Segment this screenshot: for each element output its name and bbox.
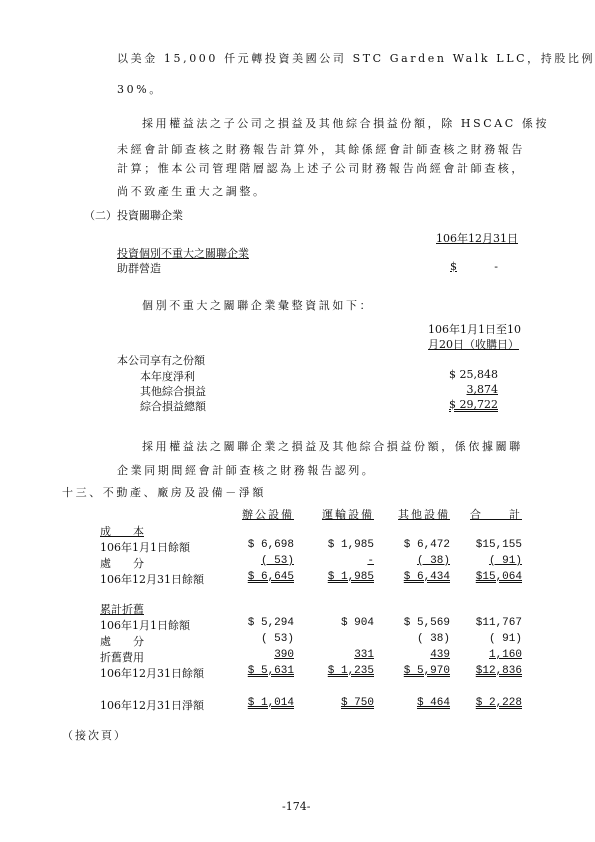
ppe-cell: ( 91) xyxy=(488,633,522,645)
ppe-cost-heading: 成 本 xyxy=(100,525,144,538)
ppe-heading: 十三、不動產、廠房及設備－淨額 xyxy=(62,486,266,499)
ppe-cell: $15,155 xyxy=(475,539,522,551)
assoc-item-value: - xyxy=(494,260,498,273)
assoc-summary-intro: 個別不重大之關聯企業彙整資訊如下： xyxy=(142,299,374,312)
ppe-column-header: 辦公設備 xyxy=(242,508,294,521)
ppe-net-label: 106年12月31日淨額 xyxy=(100,699,204,712)
ppe-cell: 1,160 xyxy=(488,649,522,661)
ppe-cell: ( 38) xyxy=(416,633,450,645)
intro-line-4: 未經會計師查核之財務報告計算外，其餘係經會計師查核之財務報告 xyxy=(117,143,525,156)
ppe-row-label: 106年12月31日餘額 xyxy=(100,667,204,680)
ppe-net-cell: $ 464 xyxy=(416,697,450,709)
ppe-cell: 439 xyxy=(430,649,450,661)
ppe-row-label: 106年1月1日餘額 xyxy=(100,541,190,554)
assoc-row-label: 其他綜合損益 xyxy=(140,385,206,398)
ppe-cell: $ 1,235 xyxy=(327,665,374,677)
ppe-cell: ( 53) xyxy=(260,633,294,645)
ppe-dep-heading: 累計折舊 xyxy=(100,603,144,616)
ppe-cell: $ 5,294 xyxy=(247,617,294,629)
ppe-cell: $12,836 xyxy=(475,665,522,677)
ppe-cell: $ 1,985 xyxy=(327,571,374,583)
intro-line-3: 採用權益法之子公司之損益及其他綜合損益份額，除 HSCAC 係按 xyxy=(142,117,550,130)
assoc-note-line-1: 採用權益法之關聯企業之損益及其他綜合損益份額，係依據關聯 xyxy=(142,440,523,453)
ppe-row-label: 處 分 xyxy=(100,557,144,570)
ppe-row-label: 106年12月31日餘額 xyxy=(100,573,204,586)
assoc-note-line-2: 企業同期間經會計師查核之財務報告認列。 xyxy=(117,464,376,477)
assoc-date-header: 106年12月31日 xyxy=(436,232,518,245)
ppe-row-label: 折舊費用 xyxy=(100,651,144,664)
intro-line-1: 以美金 15,000 仟元轉投資美國公司 STC Garden Walk LLC，持股比例 xyxy=(117,52,595,65)
ppe-cell: $ 5,631 xyxy=(247,665,294,677)
intro-line-6: 尚不致產生重大之調整。 xyxy=(117,185,267,198)
assoc-item-currency: $ xyxy=(450,260,457,273)
assoc-period-header-2: 月20日（收購日） xyxy=(428,338,519,351)
ppe-cell: ( 53) xyxy=(260,555,294,567)
ppe-cell: $ 1,985 xyxy=(327,539,374,551)
assoc-row-value: $ 29,722 xyxy=(449,398,498,411)
ppe-cell: - xyxy=(367,555,374,567)
assoc-period-header-1: 106年1月1日至10 xyxy=(428,323,521,336)
assoc-share-label: 本公司享有之份額 xyxy=(117,354,205,367)
assoc-item-amount xyxy=(450,260,498,273)
ppe-cell: 331 xyxy=(354,649,374,661)
ppe-cell: $11,767 xyxy=(475,617,522,629)
assoc-subhead: 投資個別不重大之關聯企業 xyxy=(117,247,249,260)
assoc-row-value: 3,874 xyxy=(466,383,498,396)
ppe-cell: $15,064 xyxy=(475,571,522,583)
ppe-column-header: 合 計 xyxy=(470,508,522,521)
ppe-cell: 390 xyxy=(274,649,294,661)
assoc-row-value: $ 25,848 xyxy=(449,368,498,381)
intro-line-2: 30%。 xyxy=(117,83,163,96)
ppe-column-header: 運輸設備 xyxy=(322,508,374,521)
assoc-heading: （二）投資關聯企業 xyxy=(84,209,183,222)
ppe-net-cell: $ 1,014 xyxy=(247,697,294,709)
assoc-row-label: 本年度淨利 xyxy=(140,370,195,383)
ppe-row-label: 處 分 xyxy=(100,635,144,648)
continued-note: （接次頁） xyxy=(62,729,127,742)
ppe-cell: $ 5,569 xyxy=(403,617,450,629)
ppe-cell: $ 904 xyxy=(340,617,374,629)
ppe-cell: ( 38) xyxy=(416,555,450,567)
ppe-cell: $ 6,645 xyxy=(247,571,294,583)
ppe-cell: $ 6,698 xyxy=(247,539,294,551)
ppe-column-header: 其他設備 xyxy=(398,508,450,521)
ppe-cell: $ 6,472 xyxy=(403,539,450,551)
ppe-net-cell: $ 750 xyxy=(340,697,374,709)
page-number: -174- xyxy=(282,800,311,813)
intro-line-5: 計算；惟本公司管理階層認為上述子公司財務報告尚經會計師查核， xyxy=(117,162,525,175)
ppe-row-label: 106年1月1日餘額 xyxy=(100,619,190,632)
ppe-cell: ( 91) xyxy=(488,555,522,567)
assoc-item-label: 助群營造 xyxy=(117,262,161,275)
ppe-net-cell: $ 2,228 xyxy=(475,697,522,709)
ppe-cell: $ 6,434 xyxy=(403,571,450,583)
ppe-cell: $ 5,970 xyxy=(403,665,450,677)
assoc-row-label: 綜合損益總額 xyxy=(140,400,206,413)
